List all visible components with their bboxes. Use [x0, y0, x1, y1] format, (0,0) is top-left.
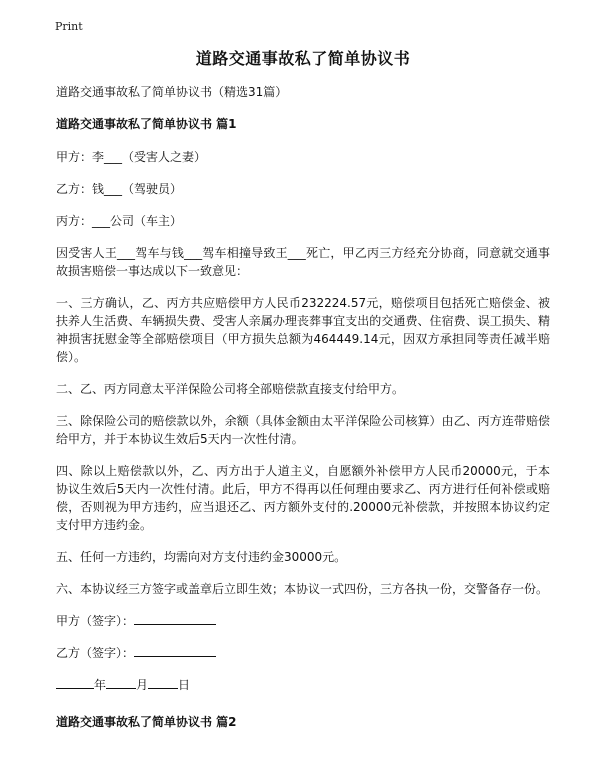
signature-a-line — [134, 612, 216, 625]
section-heading-1: 道路交通事故私了简单协议书 篇1 — [56, 117, 237, 131]
signature-b-row — [56, 644, 550, 662]
clause-6: 六、本协议经三方签字或盖章后立即生效；本协议一式四份，三方各执一份，交警备存一份。 — [56, 582, 549, 596]
party-b-line: 乙方：钱___（驾驶员） — [56, 182, 183, 196]
party-c-line: 丙方：___公司（车主） — [56, 214, 183, 228]
day-blank — [148, 676, 178, 689]
signature-a-label: 甲方（签字）： — [56, 614, 135, 628]
day-label: 日 — [178, 678, 191, 692]
intro-paragraph: 因受害人王___驾车与钱___驾车相撞导致王___死亡，甲乙丙三方经充分协商，同意就交通事故损害赔偿一事达成以下一致意见： — [56, 246, 550, 278]
party-a-line: 甲方：李___（受害人之妻） — [56, 150, 207, 164]
year-label: 年 — [94, 678, 107, 692]
signature-b-label: 乙方（签字）： — [56, 646, 135, 660]
print-link[interactable]: Print — [55, 20, 83, 33]
clause-3: 三、除保险公司的赔偿款以外，余额（具体金额由太平洋保险公司核算）由乙、丙方连带赔偿给甲方，并于本协议生效后5天内一次性付清。 — [56, 414, 550, 446]
date-row — [56, 676, 550, 693]
clause-4: 四、除以上赔偿款以外，乙、丙方出于人道主义，自愿额外补偿甲方人民币20000元，于本协议生效后5天内一次性付清。此后，甲方不得再以任何理由要求乙、丙方进行任何补偿或赔偿，否则视为甲方违约，应当退还乙、丙方额外支付的.20000元补偿款，并按照本协议约定支付甲方违约金。 — [56, 464, 550, 532]
clause-2: 二、乙、丙方同意太平洋保险公司将全部赔偿款直接支付给甲方。 — [56, 382, 405, 396]
clause-1: 一、三方确认，乙、丙方共应赔偿甲方人民币232224.57元，赔偿项目包括死亡赔偿金、被扶养人生活费、车辆损失费、受害人亲属办理丧葬事宜支出的交通费、住宿费、误工损失、精神损害抚慰金等全部赔偿项目（甲方损失总额为464449.14元，因双方承担同等责任减半赔偿）。 — [56, 296, 550, 364]
document-body — [56, 46, 550, 746]
month-blank — [106, 676, 136, 689]
year-blank — [56, 676, 94, 689]
signature-a-row — [56, 612, 550, 630]
section-heading-2: 道路交通事故私了简单协议书 篇2 — [56, 715, 237, 729]
document-subtitle: 道路交通事故私了简单协议书（精选31篇） — [56, 85, 288, 99]
signature-b-line — [134, 644, 216, 657]
month-label: 月 — [136, 678, 149, 692]
clause-5: 五、任何一方违约，均需向对方支付违约金30000元。 — [56, 550, 347, 564]
document-title: 道路交通事故私了简单协议书 — [195, 49, 411, 68]
